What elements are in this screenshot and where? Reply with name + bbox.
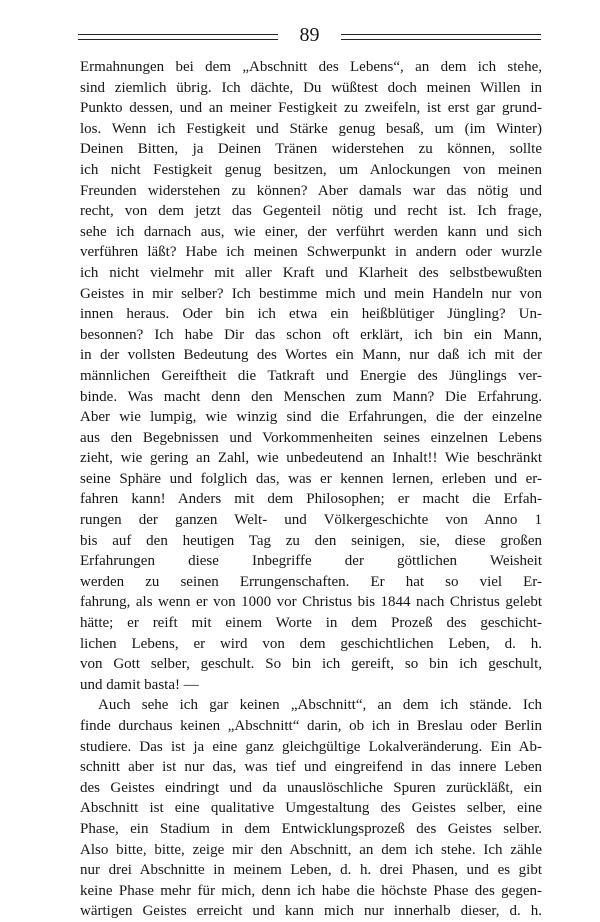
text-line: Abschnitt ist eine qualitative Umgestaltung des Geistes selber, eine: [80, 800, 542, 817]
text-line: keine Phase mehr für mich, denn ich habe die höchste Phase des gegen-: [80, 882, 542, 899]
text-line: los. Wenn ich Festigkeit und Stärke genug besaß, um (im Winter): [80, 120, 542, 137]
body-text: [80, 57, 542, 922]
text-line: besonnen? Ich habe Dir das schon oft erklärt, ich bin ein Mann,: [80, 326, 542, 343]
text-line: zieht, wie gering an Zahl, wie unbedeutend an Inhalt!! Wie beschränkt: [80, 450, 542, 467]
header-rule-right: [341, 34, 541, 40]
page-number: 89: [299, 24, 320, 46]
text-line: in der vollsten Bedeutung des Wortes ein Mann, nur daß ich mit der: [80, 347, 542, 364]
text-line: Erfahrungen diese Inbegriffe der göttlichen Weisheit: [80, 553, 542, 570]
paragraph-start-line: Auch sehe ich gar keinen „Abschnitt“, an dem ich stände. Ich: [98, 697, 542, 714]
text-line: wärtigen Geistes erreicht und kann mich nur innerhalb dieser, d. h.: [80, 903, 542, 920]
text-line: innen heraus. Oder bin ich etwa ein heißblütiger Jüngling? Un-: [80, 306, 542, 323]
text-line: sind ziemlich übrig. Ich dächte, Du wüßtest doch meinen Willen in: [80, 79, 542, 96]
page-header: [78, 22, 541, 48]
text-line: sehe ich darnach aus, wie einer, der verführt werden kann und sich: [80, 223, 542, 240]
text-line: recht, von dem jetzt das Gegenteil nötig und recht ist. Ich frage,: [80, 203, 542, 220]
text-line: ich nicht vielmehr mit aller Kraft und Klarheit des selbstbewußten: [80, 264, 542, 281]
text-line: binde. Was macht denn den Menschen zum Mann? Die Erfahrung.: [80, 388, 542, 405]
text-line: schnitt aber ist nur das, was tief und eingreifend in das innere Leben: [80, 759, 542, 776]
text-line: bis auf den heutigen Tag zu den seinigen, sie, diese großen: [80, 532, 542, 549]
paragraph-end-line: und damit basta! —: [80, 676, 199, 693]
text-line: studiere. Das ist ja eine ganz gleichgültige Lokalveränderung. Ein Ab-: [80, 738, 542, 755]
text-line: fahrung, als wenn er von 1000 vor Christus bis 1844 nach Christus gelebt: [80, 594, 542, 611]
text-line: von Gott selber, geschult. So bin ich gereift, so bin ich geschult,: [80, 656, 542, 673]
text-line: nur drei Abschnitte in meinem Leben, d. h. drei Phasen, und es gibt: [80, 862, 542, 879]
text-line: Phase, ein Stadium in dem Entwicklungsprozeß des Geistes selber.: [80, 820, 542, 837]
text-line: Aber wie lumpig, wie winzig sind die Erfahrungen, die der einzelne: [80, 409, 542, 426]
text-line: aus den Begebnissen und Vorkommenheiten seines einzelnen Lebens: [80, 429, 542, 446]
text-line: Freunden widerstehen zu können? Aber damals war das nötig und: [80, 182, 542, 199]
text-line: männlichen Gereiftheit die Tatkraft und Energie des Jünglings ver-: [80, 367, 542, 384]
text-line: Deinen Bitten, ja Deinen Tränen widerstehen zu können, sollte: [80, 141, 542, 158]
text-line: seine Sphäre und folglich das, was er kennen lernen, erleben und er-: [80, 470, 542, 487]
text-line: werden zu seinen Errungenschaften. Er hat so viel Er-: [80, 573, 542, 590]
text-line: hätte; er reift mit einem Worte in dem Prozeß des geschicht-: [80, 615, 542, 632]
text-line: ich nicht Festigkeit genug besitzen, um Anlockungen von meinen: [80, 161, 542, 178]
text-line: Ermahnungen bei dem „Abschnitt des Lebens“, an dem ich stehe,: [80, 59, 542, 75]
header-rule-left: [78, 34, 278, 40]
text-line: lichen Lebens, er wird von dem geschichtlichen Leben, d. h.: [80, 635, 542, 652]
text-line: Geistes in mir selber? Ich bestimme mich und mein Handeln nur von: [80, 285, 542, 302]
text-line: fahren kann! Anders mit dem Philosophen; er macht die Erfah-: [80, 491, 542, 508]
text-line: Punkto dessen, und an meiner Festigkeit zu zweifeln, ist erst gar grund-: [80, 100, 542, 117]
text-line: Also bitte, bitte, zeige mir den Abschnitt, an dem ich stehe. Ich zähle: [80, 841, 542, 858]
text-line: verführen läßt? Habe ich meinen Schwerpunkt in andern oder wurzle: [80, 244, 542, 261]
text-line: des Geistes eindringt und da unauslöschliche Spuren zurückläßt, ein: [80, 779, 542, 796]
text-line: finde durchaus keinen „Abschnitt“ darin, ob ich in Breslau oder Berlin: [80, 718, 542, 734]
text-line: rungen der ganzen Welt- und Völkergeschichte von Anno 1: [80, 512, 542, 529]
